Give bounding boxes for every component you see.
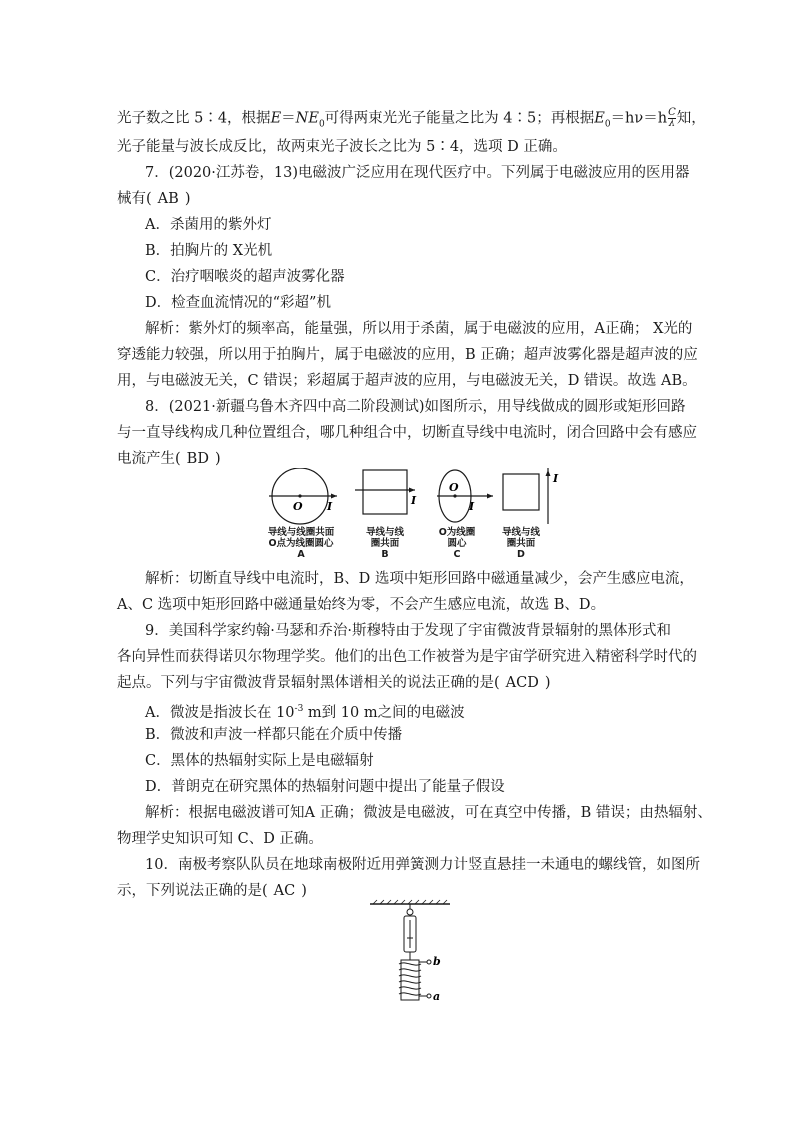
text-line xyxy=(117,450,221,468)
figure-10 xyxy=(365,898,455,1010)
caption-line: 导线与线圈共面 xyxy=(267,527,335,538)
text: ＝hν＝h xyxy=(610,110,668,127)
text: ) xyxy=(214,451,221,467)
fraction-numerator: C xyxy=(668,107,676,118)
question-10-stem: 10．南极考察队队员在地球南极附近用弹簧测力计竖直悬挂一未通电的螺线管，如图所 xyxy=(145,857,700,873)
solution-line: 解析：切断直导线中电流时，B、D 选项中矩形回路中磁通量减少，会产生感应电流， xyxy=(145,571,694,587)
caption-line: 导线与线 xyxy=(365,527,404,538)
caption-line: O为线圈 xyxy=(438,527,476,538)
text: ) xyxy=(544,675,551,691)
text: 光子数之比 5∶4，根据 xyxy=(117,110,271,127)
text: 可得两束光光子能量之比为 4∶5；再根据 xyxy=(324,110,595,127)
var: E xyxy=(270,110,282,127)
figure-8 xyxy=(255,468,565,568)
subscript: 0 xyxy=(318,119,325,130)
solution-line: 穿透能力较强，所以用于拍胸片，属于电磁波的应用，B 正确；超声波雾化器是超声波的应 xyxy=(117,347,698,363)
superscript: -3 xyxy=(294,704,304,714)
text: 起点。下列与宇宙微波背景辐射黑体谱相关的说法正确的是( xyxy=(117,675,500,691)
figure-10-drawing xyxy=(365,898,455,1010)
text: A．微波是指波长在 10 xyxy=(145,704,295,721)
caption-letter: C xyxy=(453,549,461,560)
text-line xyxy=(117,674,551,692)
caption-c xyxy=(431,527,483,560)
label-i-a: I xyxy=(327,500,333,513)
caption-letter: D xyxy=(517,549,525,560)
label-o-c: O xyxy=(449,481,459,494)
arrow-c xyxy=(487,494,493,499)
solution-line: 解析：紫外灯的频率高，能量强，所以用于杀菌，属于电磁波的应用，A正确； X光的 xyxy=(145,321,693,337)
label-i-b: I xyxy=(411,494,417,507)
text: ＝ xyxy=(281,110,296,127)
option-d: D．检查血流情况的“彩超”机 xyxy=(145,295,331,311)
solution-line: 用，与电磁波无关，C 错误；彩超属于超声波的应用，与电磁波无关，D 错误。故选 AB。 xyxy=(117,373,697,389)
option-b: B．拍胸片的 X光机 xyxy=(145,243,273,259)
option-a xyxy=(145,700,465,722)
caption-line: O点为线圈圆心 xyxy=(268,538,334,549)
caption-line: 圈共面 xyxy=(506,538,536,549)
caption-d xyxy=(495,527,547,560)
question-9-stem: 9．美国科学家约翰·马瑟和乔治·斯穆特由于发现了宇宙微波背景辐射的黑体形式和 xyxy=(145,623,671,639)
text: 械有( xyxy=(117,191,152,207)
fraction xyxy=(668,108,676,129)
caption-a xyxy=(255,527,347,560)
solution-line: 解析：根据电磁波谱可知A 正确；微波是电磁波，可在真空中传播，B 错误；由热辐射、 xyxy=(145,805,712,821)
arrow-d xyxy=(546,470,551,476)
question-8-stem: 8．(2021·新疆乌鲁木齐四中高二阶段测试)如图所示，用导线做成的圆形或矩形回路 xyxy=(145,399,686,415)
text: ) xyxy=(301,883,307,899)
caption-line: 导线与线 xyxy=(501,527,540,538)
fraction-denominator: λ xyxy=(668,118,676,129)
text: ) xyxy=(184,191,191,207)
var: NE xyxy=(295,110,319,127)
label-o-a: O xyxy=(293,500,303,513)
option-d: D．普朗克在研究黑体的热辐射问题中提出了能量子假设 xyxy=(145,779,505,795)
caption-letter: A xyxy=(297,549,305,560)
text-line xyxy=(117,190,190,208)
terminal-b xyxy=(427,960,431,964)
solution-line: 物理学史知识可知 C、D 正确。 xyxy=(117,831,323,847)
option-b: B．微波和声波一样都只能在介质中传播 xyxy=(145,727,403,743)
label-i-c: I xyxy=(469,500,475,513)
caption-line: 圆心 xyxy=(447,538,467,549)
label-a: a xyxy=(433,990,441,1003)
center-dot-a xyxy=(298,494,301,497)
caption-letter: B xyxy=(381,549,389,560)
solenoid-coil xyxy=(399,963,421,995)
label-i-d: I xyxy=(553,472,559,485)
text-line xyxy=(117,108,706,133)
var: E xyxy=(594,110,605,127)
arrow-b xyxy=(409,488,415,493)
text-line: 各向异性而获得诺贝尔物理学奖。他们的出色工作被誉为是宇宙学研究进入精密科学时代的 xyxy=(117,649,697,665)
answer: AB xyxy=(157,191,179,207)
text: 知， xyxy=(676,110,706,127)
label-b: b xyxy=(433,955,441,968)
text-line: 光子能量与波长成反比，故两束光子波长之比为 5∶4，选项 D 正确。 xyxy=(117,139,567,155)
option-a: A．杀菌用的紫外灯 xyxy=(145,217,272,233)
answer: AC xyxy=(273,883,296,899)
square-loop-b xyxy=(363,470,407,514)
ring xyxy=(407,909,413,915)
caption-line: 圈共面 xyxy=(370,538,400,549)
square-loop-d xyxy=(503,474,539,510)
center-dot-c xyxy=(453,494,456,497)
question-7-stem: 7．(2020·江苏卷，13)电磁波广泛应用在现代医疗中。下列属于电磁波应用的医用器 xyxy=(145,165,690,181)
option-c: C．黑体的热辐射实际上是电磁辐射 xyxy=(145,753,374,769)
text-line: 与一直导线构成几种位置组合，哪几种组合中，切断直导线中电流时，闭合回路中会有感应 xyxy=(117,425,697,441)
answer: ACD xyxy=(505,675,539,691)
terminal-a xyxy=(427,994,431,998)
subscript: 0 xyxy=(604,119,611,130)
answer: BD xyxy=(186,451,209,467)
solution-line: A、C 选项中矩形回路中磁通量始终为零，不会产生感应电流，故选 B、D。 xyxy=(117,597,606,613)
text-line xyxy=(117,882,307,900)
caption-b xyxy=(359,527,411,560)
option-c: C．治疗咽喉炎的超声波雾化器 xyxy=(145,269,345,285)
arrow-a xyxy=(331,494,337,499)
text: 示，下列说法正确的是( xyxy=(117,883,268,899)
text: m到 10 m之间的电磁波 xyxy=(303,704,465,721)
text: 电流产生( xyxy=(117,451,181,467)
